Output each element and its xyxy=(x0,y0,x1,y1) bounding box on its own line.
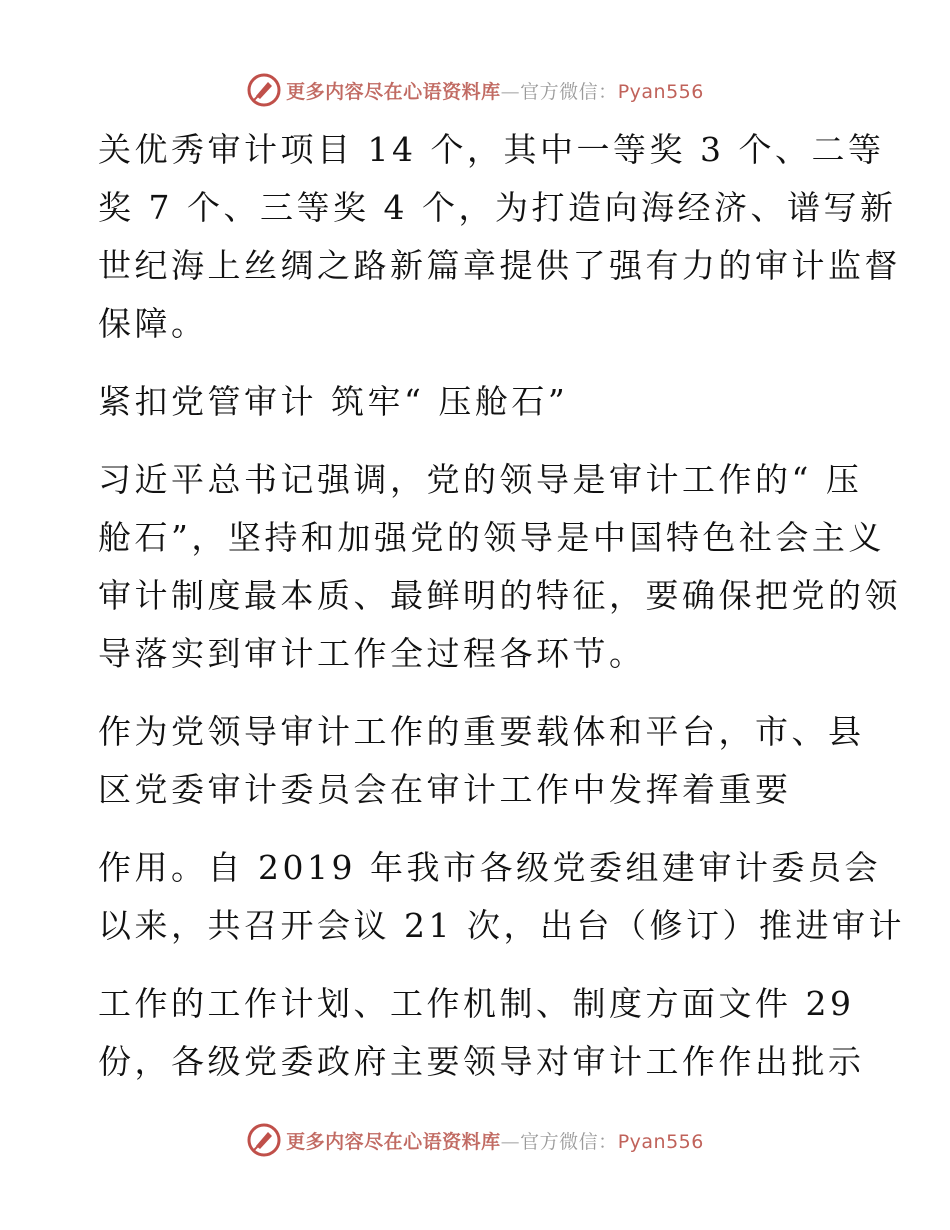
banner-separator: — xyxy=(500,80,521,103)
text-line: 导落实到审计工作全过程各环节。 xyxy=(98,634,646,673)
text-line: 奖 7 个、三等奖 4 个，为打造向海经济、谱写新 xyxy=(98,188,897,227)
banner-brand: 更多内容尽在心语资料库 xyxy=(286,80,501,103)
text-line: 区党委审计委员会在审计工作中发挥着重要 xyxy=(98,770,792,809)
section-heading: 紧扣党管审计 筑牢“ 压舱石” xyxy=(98,382,569,421)
banner-separator: — xyxy=(500,1130,521,1153)
banner-text xyxy=(286,1127,704,1154)
text-line: 审计制度最本质、最鲜明的特征，要确保把党的领 xyxy=(98,576,901,615)
banner-handle: Pyan556 xyxy=(617,80,704,103)
text-line: 作为党领导审计工作的重要载体和平台，市、县 xyxy=(98,712,865,751)
text-line: 作用。自 2019 年我市各级党委组建审计委员会 xyxy=(98,848,881,887)
paragraph-1 xyxy=(98,121,901,353)
banner-text xyxy=(286,77,704,104)
banner-label: 官方微信： xyxy=(520,80,618,103)
footer-banner xyxy=(0,1118,950,1162)
text-line: 份，各级党委政府主要领导对审计工作作出批示 xyxy=(98,1042,865,1081)
paragraph-4 xyxy=(98,839,905,955)
text-line: 以来，共召开会议 21 次，出台（修订）推进审计 xyxy=(98,906,905,945)
header-banner xyxy=(0,68,950,112)
brand-logo-icon xyxy=(246,72,282,108)
banner-handle: Pyan556 xyxy=(617,1130,704,1153)
document-body xyxy=(98,121,905,1091)
text-line: 关优秀审计项目 14 个，其中一等奖 3 个、二等 xyxy=(98,130,885,169)
paragraph-5 xyxy=(98,975,865,1091)
banner-label: 官方微信： xyxy=(520,1130,618,1153)
text-line: 习近平总书记强调，党的领导是审计工作的“ 压 xyxy=(98,460,863,499)
text-line: 工作的工作计划、工作机制、制度方面文件 29 xyxy=(98,984,855,1023)
text-line: 舱石”，坚持和加强党的领导是中国特色社会主义 xyxy=(98,518,885,557)
text-line: 保障。 xyxy=(98,304,208,343)
paragraph-2 xyxy=(98,451,901,683)
paragraph-3 xyxy=(98,703,865,819)
banner-brand: 更多内容尽在心语资料库 xyxy=(286,1130,501,1153)
text-line: 世纪海上丝绸之路新篇章提供了强有力的审计监督 xyxy=(98,246,901,285)
brand-logo-icon xyxy=(246,1122,282,1158)
